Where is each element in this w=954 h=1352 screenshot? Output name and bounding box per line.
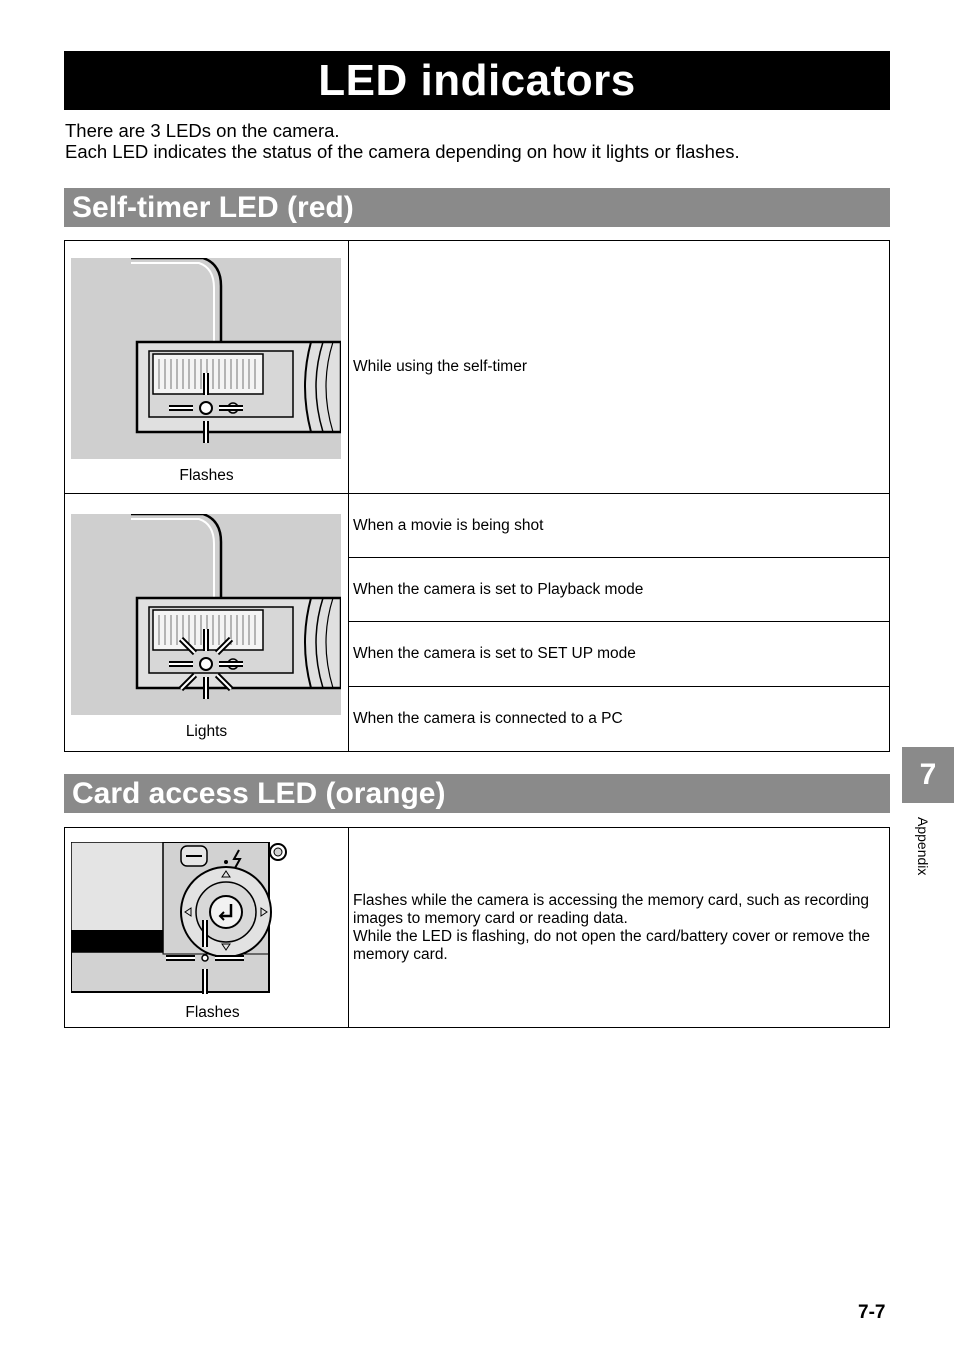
self-timer-section-header (64, 188, 890, 227)
image-caption: Flashes (179, 467, 234, 484)
table-row (65, 241, 890, 494)
card-access-section-header (64, 774, 890, 813)
chapter-tab: 7 (902, 747, 954, 803)
image-caption: Flashes (185, 1003, 240, 1021)
self-timer-flashes-image-cell (65, 241, 349, 494)
table-row (65, 828, 890, 1028)
camera-front-lights-illustration (71, 514, 341, 715)
intro-text (65, 120, 740, 162)
card-access-heading: Card access LED (orange) (72, 776, 446, 810)
page-number: 7-7 (858, 1302, 886, 1323)
card-access-desc-line-2: While the LED is flashing, do not open the card/battery cover or remove the memory card. (353, 927, 870, 963)
table-row (65, 494, 890, 558)
camera-front-flashes-illustration (71, 258, 341, 459)
row-description: When the camera is set to SET UP mode (349, 622, 890, 687)
card-access-table (64, 827, 890, 1028)
self-timer-lights-image-cell (65, 494, 349, 752)
intro-line-1: There are 3 LEDs on the camera. (65, 120, 340, 141)
row-description (349, 828, 890, 1028)
self-timer-table (64, 240, 890, 752)
appendix-side-label: Appendix (915, 817, 931, 876)
image-caption: Lights (185, 722, 228, 740)
row-description: When a movie is being shot (349, 494, 890, 558)
camera-back-illustration (71, 842, 341, 994)
page-title: LED indicators (318, 55, 636, 105)
intro-line-2: Each LED indicates the status of the camera depending on how it lights or flashes. (65, 141, 740, 162)
card-access-image-cell (65, 828, 349, 1028)
page-title-bar (64, 51, 890, 110)
row-description: While using the self-timer (349, 241, 890, 494)
row-description: When the camera is connected to a PC (349, 687, 890, 752)
row-description: When the camera is set to Playback mode (349, 558, 890, 622)
self-timer-heading: Self-timer LED (red) (72, 190, 354, 224)
card-access-desc-line-1: Flashes while the camera is accessing the memory card, such as recording images to memory card or reading data. (353, 891, 870, 927)
